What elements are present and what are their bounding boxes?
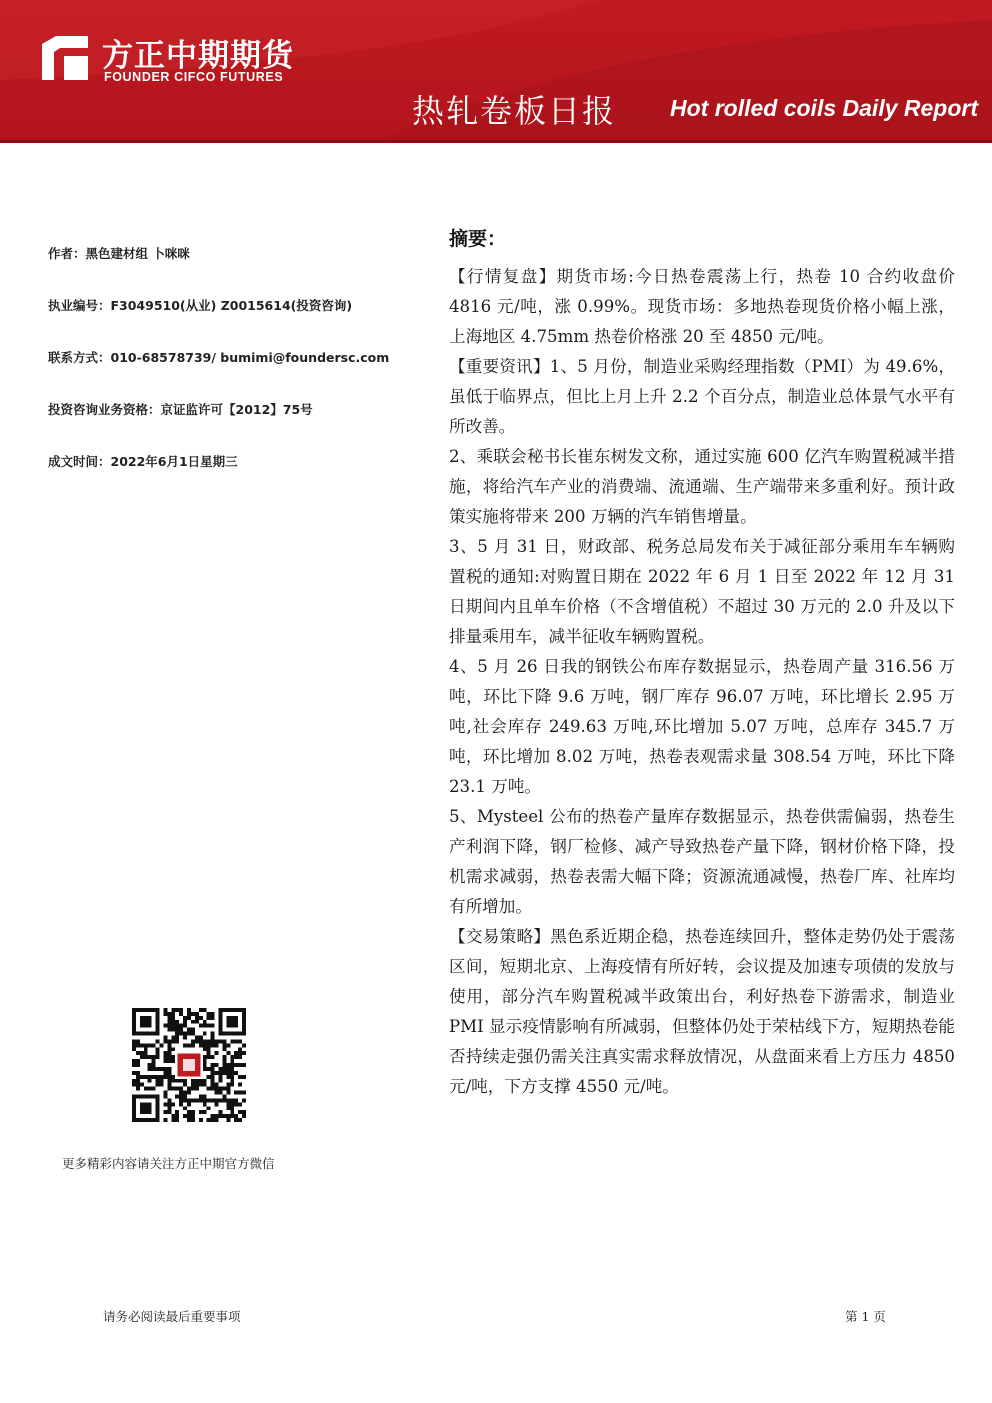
summary-paragraph: 【重要资讯】1、5 月份，制造业采购经理指数（PMI）为 49.6%，虽低于临界点，但比上月上升 2.2 个百分点，制造业总体景气水平有所改善。 [449, 357, 955, 436]
meta-author: 作者：黑色建材组 卜咪咪 [48, 246, 190, 261]
report-meta [48, 244, 428, 504]
summary-paragraph: 【行情复盘】期货市场:今日热卷震荡上行，热卷 10 合约收盘价 4816 元/吨，涨 0.99%。现货市场：多地热卷现货价格小幅上涨，上海地区 4.75mm 热卷价格涨 20 至 4850 元/吨。 [449, 267, 955, 346]
page-number: 第 1 页 [845, 1309, 886, 1324]
report-title-en: Hot rolled coils Daily Report [670, 95, 978, 121]
footer-notice: 请务必阅读最后重要事项 [103, 1309, 241, 1324]
meta-contact: 联系方式：010-68578739/ bumimi@foundersc.com [48, 350, 390, 365]
summary-paragraph: 3、5 月 31 日，财政部、税务总局发布关于减征部分乘用车车辆购置税的通知:对购置日期在 2022 年 6 月 1 日至 2022 年 12 月 31 日期间内且单车价格（不含增值税）不超过 30 万元的 2.0 升及以下排量乘用车，减半征收车辆购置税。 [449, 537, 955, 646]
founder-logo-icon [38, 34, 90, 82]
meta-qualification: 投资咨询业务资格：京证监许可【2012】75号 [48, 402, 313, 417]
summary-paragraph: 4、5 月 26 日我的钢铁公布库存数据显示，热卷周产量 316.56 万吨，环比下降 9.6 万吨，钢厂库存 96.07 万吨，环比增长 2.95 万吨,社会库存 249.63 万吨,环比增加 5.07 万吨，总库存 345.7 万吨，环比增加 8.02 万吨，热卷表观需求量 308.54 万吨，环比下降 23.1 万吨。 [449, 657, 955, 796]
report-title-cn: 热轧卷板日报 [412, 92, 617, 130]
summary-paragraph: 【交易策略】黑色系近期企稳，热卷连续回升，整体走势仍处于震荡区间，短期北京、上海疫情有所好转，会议提及加速专项债的发放与使用，部分汽车购置税减半政策出台，利好热卷下游需求，制造业 PMI 显示疫情影响有所减弱，但整体仍处于荣枯线下方，短期热卷能否持续走强仍需关注真实需求释放情况，从盘面来看上方压力 4850 元/吨，下方支撑 4550 元/吨。 [449, 927, 955, 1096]
brand-name-cn: 方正中期期货 [102, 38, 294, 74]
summary-title: 摘要： [449, 228, 507, 250]
qr-caption: 更多精彩内容请关注方正中期官方微信 [62, 1156, 275, 1171]
summary-body [449, 262, 955, 1102]
header-band [0, 0, 992, 140]
brand-name-en: FOUNDER CIFCO FUTURES [104, 70, 284, 84]
meta-license: 执业编号：F3049510(从业) Z0015614(投资咨询) [48, 298, 353, 313]
summary-paragraph: 5、Mysteel 公布的热卷产量库存数据显示，热卷供需偏弱，热卷生产利润下降，钢厂检修、减产导致热卷产量下降，钢材价格下降，投机需求减弱，热卷表需大幅下降；资源流通减慢，热卷厂库、社库均有所增加。 [449, 807, 955, 916]
qr-code-icon [132, 1008, 246, 1122]
header-divider [0, 140, 992, 143]
summary-paragraph: 2、乘联会秘书长崔东树发文称，通过实施 600 亿汽车购置税减半措施，将给汽车产业的消费端、流通端、生产端带来多重利好。预计政策实施将带来 200 万辆的汽车销售增量。 [449, 447, 955, 526]
meta-date: 成文时间：2022年6月1日星期三 [48, 454, 238, 469]
